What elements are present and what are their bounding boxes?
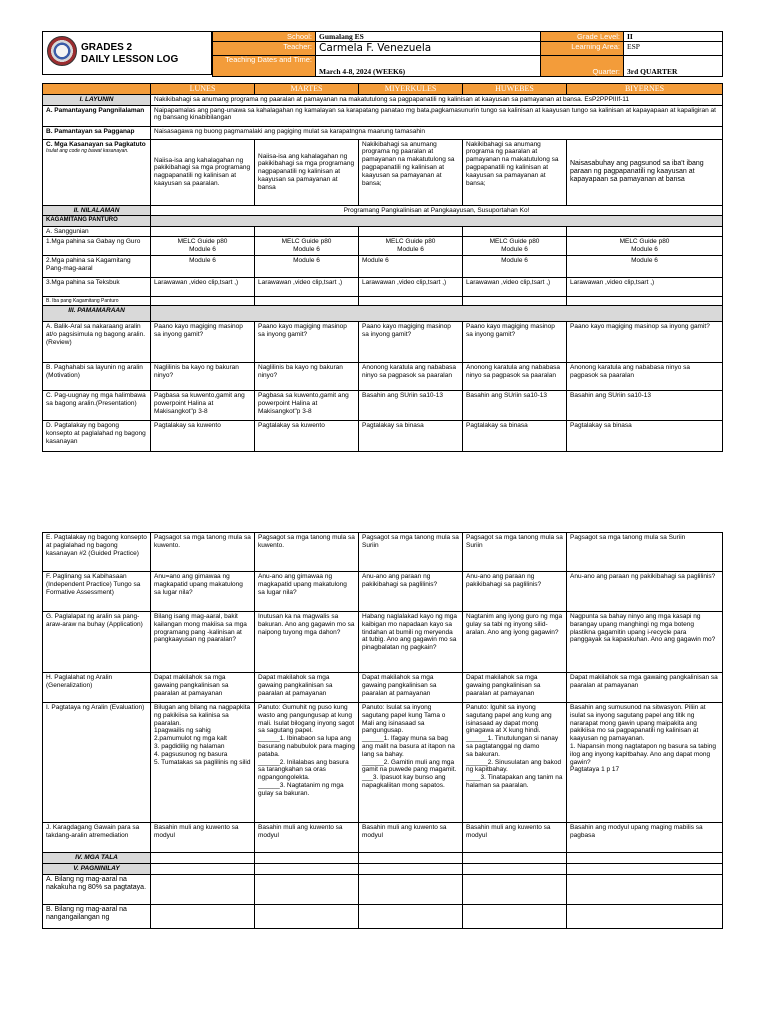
kabihasaan-label: F. Paglinang sa Kabihasaan (Independent Practice) Tungo sa Formative Assessment) [43,572,151,612]
iba-pang-kagamitan-label: B. Iba pang Kagamitang Panturo [43,296,151,305]
guided-practice-tuesday: Pagsagot sa mga tanong mula sa kuwento. [255,533,359,572]
paglalapat-wednesday: Habang naglalakad kayo ng mga kaibigan mo napadaan kayo sa tindahan at bumili ng meryenda at tubig. Ano ang gagawin mo sa pinagbalatan ng pagkain? [359,612,463,673]
day-friday: BIYERNES [567,84,723,95]
bilang-80-wednesday [359,874,463,904]
day-wednesday: MIYERKULES [359,84,463,95]
iba-thursday [463,296,567,305]
day-header-row [43,84,723,95]
bilang-remediation-label: B. Bilang ng mag-aaral na nangangailangan ng [43,904,151,928]
paglalapat-tuesday: Inutusan ka na magwalis sa bakuran. Ano ang gagawin mo sa naipong tuyong mga dahon? [255,612,359,673]
paghahabi-wednesday: Anonong karatula ang nababasa ninyo sa pagpasok sa paaralan [359,362,463,390]
layunin-text: Nakikibahagi sa anumang programa ng paaralan at pamayanan na makatutulong sa pagpapanatili ng kalinisan at kaayusan sa pamayanan at bansa. EsP2PPPIIIf-11 [151,94,723,105]
mag-aaral-tuesday: Module 6 [255,255,359,277]
pagtalakay-monday: Pagtalakay sa kuwento [151,420,255,451]
paglalahat-friday: Dapat makilahok sa mga gawaing pangkalinisan sa paaralan at pamayanan [567,673,723,703]
remediation-friday [567,904,723,928]
kagamitang-panturo-label: KAGAMITANG PANTURO [43,216,151,226]
sanggunian-label: A. Sanggunian [43,226,151,237]
balik-aral-friday: Paano kayo magiging masinop sa inyong gamit? [567,321,723,362]
kagamitang-panturo-fill [151,216,723,226]
karagdagang-monday: Basahin muli ang kuwento sa modyul [151,823,255,853]
pagtataya-label: I. Pagtataya ng Aralin (Evaluation) [43,703,151,823]
mag-aaral-thursday: Module 6 [463,255,567,277]
learning-area-value: ESP [624,42,723,56]
gabay-guro-tuesday: MELC Guide p80 Module 6 [255,237,359,256]
paglalahat-tuesday: Dapat makilahok sa mga gawaing pangkalinisan sa paaralan at pamayanan [255,673,359,703]
mag-aaral-wednesday: Module 6 [359,255,463,277]
gabay-guro-label: 1.Mga pahina sa Gabay ng Guro [43,237,151,256]
nilalaman-label: II. NILALAMAN [43,205,151,216]
teksbuk-wednesday: Larawawan ,video clip,tsart ,) [359,277,463,296]
lesson-table-2 [42,532,723,929]
karagdagang-gawain-label: J. Karagdagang Gawain para sa takdang-aralin atremediation [43,823,151,853]
gabay-guro-wednesday: MELC Guide p80 Module 6 [359,237,463,256]
paglalahat-thursday: Dapat makilahok sa mga gawaing pangkalinisan sa paaralan at pamayanan [463,673,567,703]
paglalapat-friday: Nagpunta sa bahay ninyo ang mga kasapi ng barangay upang manghingi ng mga boteng plastikna gagamitin upang i-recycle para panggayak sa kapaskuhan. Ano ang gagawin mo? [567,612,723,673]
pag-uugnay-monday: Pagbasa sa kuwento,gamit ang powerpoint Halina at Makisangkot"p 3-8 [151,390,255,420]
bilang-80-monday [151,874,255,904]
school-value: Gumalang ES [316,32,541,42]
teacher-value: Carmela F. Venezuela [316,42,541,56]
pagninilay-friday [567,863,723,874]
pamantayang-pangnilalaman-text: Naipapamalas ang pang-unawa sa kahalagahan ng kamalayan sa karapatang panatao mg bata,pagkamasunurin tungo sa kalinisan at kaayusan tungo sa kalinisan at kapayapaan at kapaligiran at ng bansang kinabibilangan [151,105,723,126]
pamantayan-pagganap-label: B. Pamantayan sa Pagganap [43,126,151,139]
iba-wednesday [359,296,463,305]
iba-friday [567,296,723,305]
pagninilay-wednesday [359,863,463,874]
lesson-log-page-1 [42,83,722,452]
document-header [42,31,722,75]
sanggunian-tuesday [255,226,359,237]
pag-uugnay-tuesday: Pagbasa sa kuwento,gamit ang powerpoint Halina at Makisangkot"p 3-8 [255,390,359,420]
bilang-80-friday [567,874,723,904]
tala-tuesday [255,853,359,864]
pamamaraan-fill [151,305,723,321]
kabihasaan-tuesday: Anu-ano ang gimawaa ng magkapatid upang makatulong sa lugar nila? [255,572,359,612]
balik-aral-monday: Paano kayo magiging masinop sa inyong gamit? [151,321,255,362]
school-label: School: [213,32,316,42]
karagdagang-thursday: Basahin muli ang kuwento sa modyul [463,823,567,853]
gabay-guro-friday: MELC Guide p80 Module 6 [567,237,723,256]
guided-practice-friday: Pagsagot sa mga tanong mula sa Suriin [567,533,723,572]
deped-seal-icon [47,36,77,66]
balik-aral-tuesday: Paano kayo magiging masinop sa inyong gamit? [255,321,359,362]
tala-monday [151,853,255,864]
paglalapat-monday: Bilang isang mag-aaral, bakit kailangan mong makiisa sa mga programang pang -kalinisan at pangkaayusan ng paaralan? [151,612,255,673]
balik-aral-wednesday: Paano kayo magiging masinop sa inyong gamit? [359,321,463,362]
paghahabi-monday: Naglilinis ba kayo ng bakuran ninyo? [151,362,255,390]
pagtalakay-thursday: Pagtalakay sa binasa [463,420,567,451]
pagtataya-tuesday: Panuto: Gumuhit ng puso kung wasto ang pangungusap at kung mali. Isulat bilogang inyong sagot sa sagutang papel. ______1. Ibinabaon sa lupa ang basurang nabubulok para maging pataba. ______2. Inilalabas ang basura sa tarangkahan sa oras ngpangongolekta. ______3. Nagtatanim ng mga gulay sa bakuran. [255,703,359,823]
kasanayan-note: Isulat ang code ng bawat kasanayan. [46,148,129,155]
balik-aral-thursday: Paano kayo magiging masinop sa inyong gamit? [463,321,567,362]
paglalahat-monday: Dapat makilahok sa mga gawaing pangkalinisan sa paaralan at pamayanan [151,673,255,703]
guided-practice-label: E. Pagtalakay ng bagong konsepto at paglalahad ng bagong kasanayan #2 (Guided Practice) [43,533,151,572]
kagamitang-mag-aaral-label: 2.Mga pahina sa Kagamitang Pang-mag-aaral [43,255,151,277]
pagninilay-tuesday [255,863,359,874]
quarter-value: 3rd QUARTER [624,55,723,76]
paglalahat-wednesday: Dapat makilahok sa mga gawaing pangkalinisan sa paaralan at pamayanan [359,673,463,703]
pag-uugnay-friday: Basahin ang SUriin sa10-13 [567,390,723,420]
paghahabi-tuesday: Naglilinis ba kayo ng bakuran ninyo? [255,362,359,390]
balik-aral-label: A. Balik-Aral sa nakaraang aralin at/o pagsisimula ng bagong aralin. (Review) [43,321,151,362]
mag-aaral-friday: Module 6 [567,255,723,277]
karagdagang-tuesday: Basahin muli ang kuwento sa modyul [255,823,359,853]
remediation-tuesday [255,904,359,928]
kabihasaan-friday: Anu-ano ang paraan ng pakikibahagi sa paglilinis? [567,572,723,612]
kasanayan-wednesday: Nakikibahagi sa anumang programa ng paaralan at pamayanan na makatutulong sa pagpapanatili ng kalinisan at kaayusan sa pamayanan at bansa; [359,139,463,205]
guided-practice-wednesday: Pagsagot sa mga tanong mula sa Suriin [359,533,463,572]
tala-friday [567,853,723,864]
pag-uugnay-thursday: Basahin ang SUriin sa10-13 [463,390,567,420]
grade-level-label: Grade Level: [541,32,624,42]
bilang-80-label: A. Bilang ng mag-aaral na nakakuha ng 80% sa pagtataya. [43,874,151,904]
kasanayan-label: C. Mga Kasanayan sa Pagkatuto [46,140,146,148]
sanggunian-thursday [463,226,567,237]
iba-tuesday [255,296,359,305]
layunin-label: I. LAYUNIN [43,94,151,105]
document-title [81,42,178,65]
gabay-guro-thursday: MELC Guide p80 Module 6 [463,237,567,256]
mga-tala-label: IV. MGA TALA [43,853,151,864]
pag-uugnay-label: C. Pag-uugnay ng mga halimbawa sa bagong aralin.(Presentation) [43,390,151,420]
guided-practice-monday: Pagsagot sa mga tanong mula sa kuwento. [151,533,255,572]
sanggunian-wednesday [359,226,463,237]
pagtataya-wednesday: Panuto: Isulat sa inyong sagutang papel kung Tama o Mali ang isinasaad sa pangungusap. ______1. Ifagay muna sa bag ang malit na basura at itapon na lang sa bahay. ______2. Gamitin muli ang mga gamit na puwede pang magamit. ___3. Ipasuot kay bunso ang napagkaliitan mong sapatos. [359,703,463,823]
kasanayan-tuesday: Naiisa-isa ang kahalagahan ng pakikibahagi sa mga programang nagpapanatili ng kalinisan at kaayusan sa pamayanan at bansa [255,139,359,205]
lesson-log-page-2 [42,532,722,929]
learning-area-label: Learning Area: [541,42,624,56]
pagninilay-monday [151,863,255,874]
tala-thursday [463,853,567,864]
quarter-label: Quarter: [541,55,624,76]
title-block [42,31,212,75]
grade-level-value: II [624,32,723,42]
grade-title: GRADES 2 [81,42,133,53]
kasanayan-friday: Naisasabuhay ang pagsunod sa iba't ibang paraan ng pagpapanatili ng kaayusan at kapayapaan sa pamayanan at bansa [567,139,723,205]
kabihasaan-wednesday: Anu-ano ang paraan ng pakikibahagi sa paglilinis? [359,572,463,612]
bilang-80-tuesday [255,874,359,904]
blank-header-cell [43,84,151,95]
dates-label: Teaching Dates and Time: [213,55,316,76]
day-thursday: HUWEBES [463,84,567,95]
log-title: DAILY LESSON LOG [81,53,179,65]
teksbuk-friday: Larawawan ,video clip,tsart ,) [567,277,723,296]
teksbuk-label: 3.Mga pahina sa Teksbuk [43,277,151,296]
paglalapat-thursday: Nagtanim ang iyong guro ng mga gulay sa tabi ng inyong silid-aralan. Ano ang iyong gagawin? [463,612,567,673]
paglalahat-label: H. Paglalahat ng Aralin (Generalization) [43,673,151,703]
gabay-guro-monday: MELC Guide p80 Module 6 [151,237,255,256]
paghahabi-label: B. Paghahabi sa layunin ng aralin (Motivation) [43,362,151,390]
teksbuk-tuesday: Larawawan ,video clip,tsart ,) [255,277,359,296]
bilang-80-thursday [463,874,567,904]
pagninilay-label: V. PAGNINILAY [43,863,151,874]
sanggunian-monday [151,226,255,237]
kasanayan-cell [43,139,151,205]
pagtalakay-tuesday: Pagtalakay sa kuwento [255,420,359,451]
mag-aaral-monday: Module 6 [151,255,255,277]
remediation-wednesday [359,904,463,928]
day-tuesday: MARTES [255,84,359,95]
kabihasaan-thursday: Anu-ano ang paraan ng pakikibahagi sa paglilinis? [463,572,567,612]
pamamaraan-label: III. PAMAMARAAN [43,305,151,321]
pagtalakay-label: D. Pagtalakay ng bagong konsepto at paglalahad ng bagong kasanayan [43,420,151,451]
kasanayan-monday: Naiisa-isa ang kahalagahan ng pakikibahagi sa mga programang nagpapanatili ng kalinisan at kaayusan sa paaralan. [151,139,255,205]
pamantayan-pagganap-text: Naisasagawa ng buong pagmamalaki ang pagiging mulat sa karapatngna maarung tamasahin [151,126,723,139]
teksbuk-monday: Larawawan ,video clip,tsart ,) [151,277,255,296]
pagtataya-friday: Basahin ang sumusunod na sitwasyon. Piliin at isulat sa inyong sagutang papel ang titik ng nararapat mong gawin upang maipakita ang pakikiisa mo sa pagpapanatili ng kalinisan at kaayusan ng pamayanan. 1. Napansin mong nagtatapon ng basura sa tabing ilog ang inyong kapitbahay. Ano ang dapat mong gawin? Pagtataya 1 p 17 [567,703,723,823]
lesson-table-1 [42,83,723,452]
pagtataya-thursday: Panuto: Iguhit sa inyong sagutang papel ang kung ang isinasaad ay dapat mong ginagawa at X kung hindi. ______1. Tinutulungan si nanay sa pagtatanggal ng damo sa bakuran. ______2. Sinusulatan ang bakod ng kapitbahay. ____3. Tinatapakan ang tanim na halaman sa paaralan. [463,703,567,823]
pagninilay-thursday [463,863,567,874]
pagtalakay-friday: Pagtalakay sa binasa [567,420,723,451]
paghahabi-friday: Anonong karatula ang nababasa ninyo sa pagpasok sa paaralan [567,362,723,390]
remediation-thursday [463,904,567,928]
tala-wednesday [359,853,463,864]
kasanayan-thursday: Nakikibahagi sa anumang programa ng paaralan at pamayanan na makatutulong sa pagpapanatili ng kalinisan at kaayusan sa pamayanan at bansa; [463,139,567,205]
karagdagang-friday: Basahin ang modyul upang maging mabilis sa pagbasa [567,823,723,853]
pamantayang-pangnilalaman-label: A. Pamantayang Pangnilalaman [43,105,151,126]
teacher-label: Teacher: [213,42,316,56]
paghahabi-thursday: Anonong karatula ang nababasa ninyo sa pagpasok sa paaralan [463,362,567,390]
paglalapat-label: G. Paglalapat ng aralin sa pang-araw-araw na buhay (Application) [43,612,151,673]
pag-uugnay-wednesday: Basahin ang SUriin sa10-13 [359,390,463,420]
remediation-monday [151,904,255,928]
iba-monday [151,296,255,305]
pagtataya-monday: Bilugan ang bilang na nagpapkita ng pakikiisa sa kalinisa sa paaralan. 1pagwailis ng sahig 2.pamumulot ng mga kalt 3. pagdidilig ng halaman 4. pagsusunog ng basura 5. Tumatakas sa paglilinis ng silid [151,703,255,823]
dates-value: March 4-8, 2024 (WEEK6) [316,55,541,76]
sanggunian-friday [567,226,723,237]
nilalaman-text: Programang Pangkalinisan at Pangkaayusan, Susuportahan Ko! [151,205,723,216]
pagtalakay-wednesday: Pagtalakay sa binasa [359,420,463,451]
kabihasaan-monday: Anu=ano ang gimawaa ng magkapatid upang makatulong sa lugar nila? [151,572,255,612]
guided-practice-thursday: Pagsagot sa mga tanong mula sa Suriin [463,533,567,572]
karagdagang-wednesday: Basahin muli ang kuwento sa modyul [359,823,463,853]
teksbuk-thursday: Larawawan ,video clip,tsart ,) [463,277,567,296]
day-monday: LUNES [151,84,255,95]
header-info-table [212,31,723,77]
